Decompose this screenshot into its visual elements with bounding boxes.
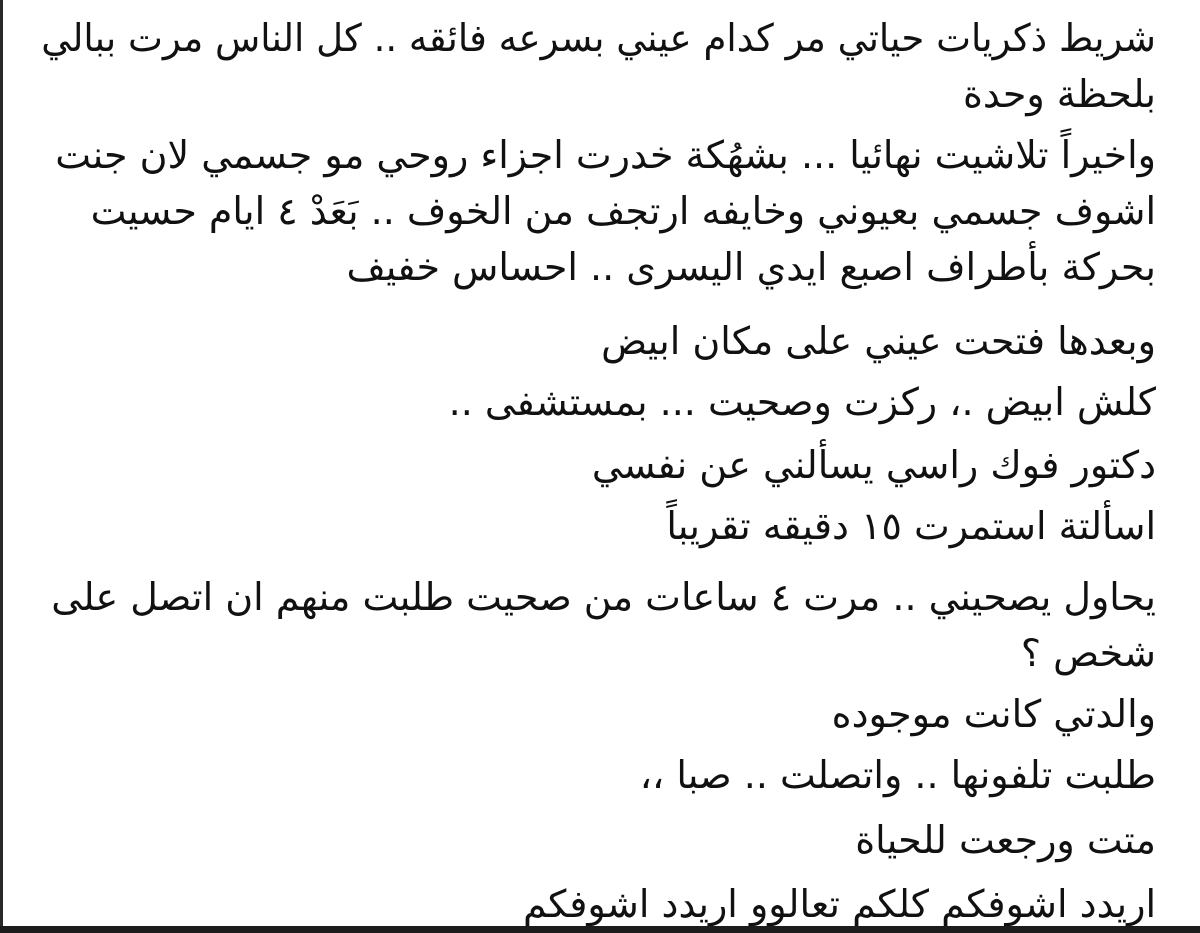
text-line: بلحظة وحدة [962,72,1156,116]
text-line: اسألتة استمرت ١٥ دقيقه تقريباً [666,504,1156,548]
text-line: بحركة بأطراف اصبع ايدي اليسرى .. احساس خفيف [346,245,1156,289]
paragraph-3 [41,313,1156,369]
paragraph-6 [41,498,1156,554]
paragraph-2 [41,127,1156,295]
text-line: طلبت تلفونها .. واتصلت .. صبا ،، [639,753,1156,797]
text-line: واخيراً تلاشيت نهائيا ... بشهُكة خدرت اجزاء روحي مو جسمي لان جنت [55,133,1156,177]
paragraph-1 [41,10,1156,122]
text-line: متت ورجعت للحياة [855,818,1156,862]
text-line: اريدد اشوفكم كلكم تعالوو اريدد اشوفكم [522,882,1156,926]
bottom-border [0,926,1200,933]
paragraph-5 [41,437,1156,493]
text-line: كلش ابيض .، ركزت وصحيت ... بمستشفى .. [448,380,1156,424]
text-line: دكتور فوك راسي يسألني عن نفسي [591,443,1156,487]
text-line: شخص ؟ [1020,631,1156,675]
text-line: والدتي كانت موجوده [831,692,1156,736]
paragraph-9 [41,747,1156,803]
paragraph-4 [41,374,1156,430]
paragraph-8 [41,686,1156,742]
paragraph-11 [41,876,1156,932]
text-line: شريط ذكريات حياتي مر كدام عيني بسرعه فائقه .. كل الناس مرت ببالي [41,16,1157,60]
paragraph-7 [41,569,1156,681]
paragraph-10 [41,812,1156,868]
text-line: اشوف جسمي بعيوني وخايفه ارتجف من الخوف .. بَعَدْ ٤ ايام حسيت [90,189,1156,233]
text-line: يحاول يصحيني .. مرت ٤ ساعات من صحيت طلبت منهم ان اتصل على [51,575,1156,619]
text-line: وبعدها فتحت عيني على مكان ابيض [601,319,1156,363]
